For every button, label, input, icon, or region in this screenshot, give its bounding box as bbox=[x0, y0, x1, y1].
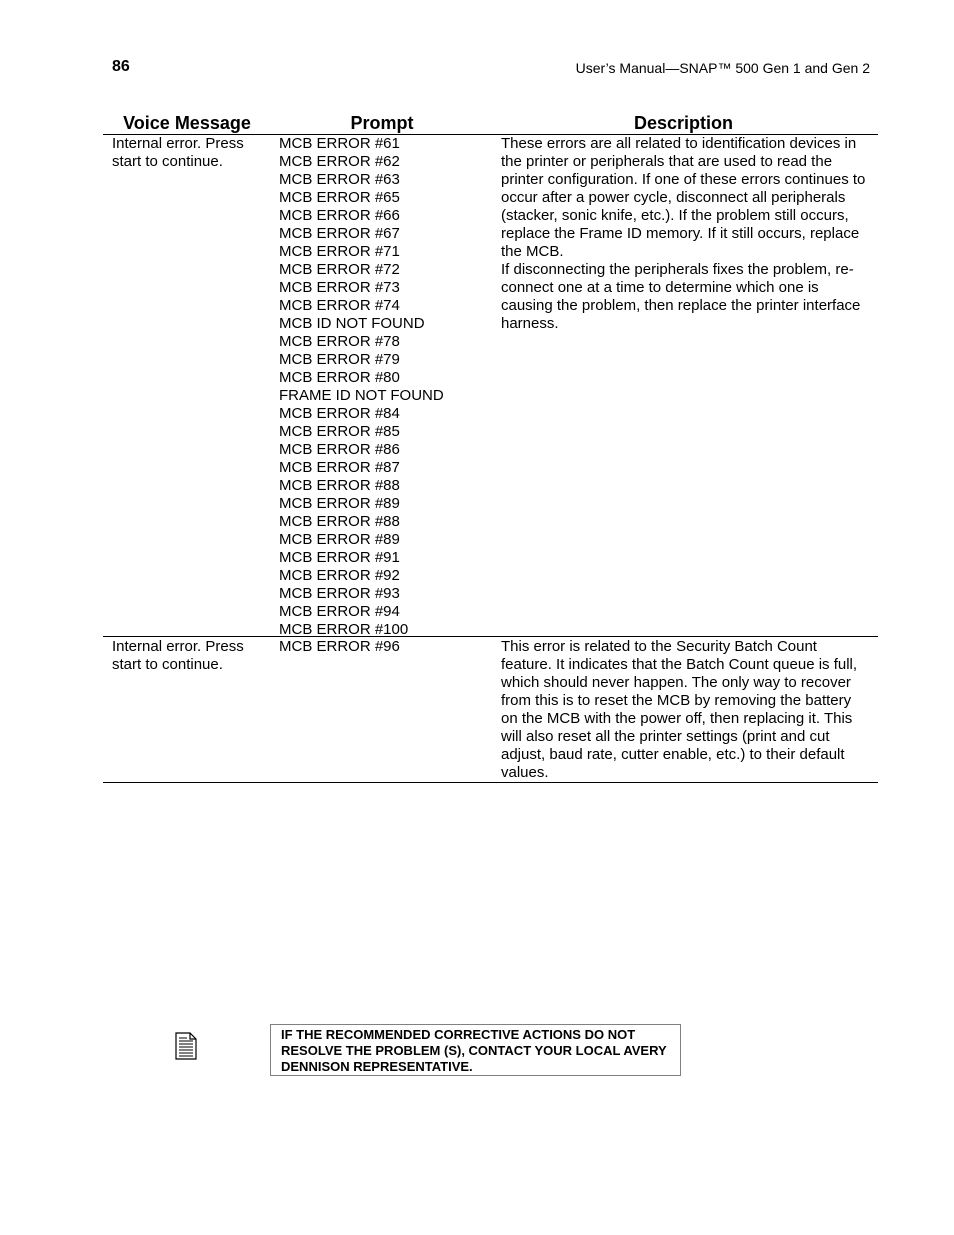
document-note-icon bbox=[175, 1032, 197, 1060]
prompt-line: MCB ERROR #92 bbox=[279, 567, 400, 584]
prompt-line: MCB ERROR #100 bbox=[279, 621, 409, 638]
prompt-line: MCB ERROR #80 bbox=[279, 369, 400, 386]
table-row bbox=[103, 637, 878, 783]
prompt-line: MCB ERROR #61 bbox=[279, 135, 400, 152]
voice-message-cell: Internal error. Press start to continue. bbox=[112, 638, 244, 673]
prompt-line: MCB ERROR #93 bbox=[279, 585, 400, 602]
prompt-line: MCB ERROR #96 bbox=[279, 638, 400, 655]
prompt-line: MCB ERROR #94 bbox=[279, 603, 400, 620]
prompt-line: FRAME ID NOT FOUND bbox=[279, 387, 444, 404]
running-header: User’s Manual—SNAP™ 500 Gen 1 and Gen 2 bbox=[575, 60, 870, 76]
prompt-line: MCB ERROR #78 bbox=[279, 333, 400, 350]
prompt-line: MCB ERROR #66 bbox=[279, 207, 400, 224]
voice-message-cell: Internal error. Press start to continue. bbox=[112, 135, 244, 170]
prompt-cell bbox=[270, 637, 491, 782]
column-header-voice-message: Voice Message bbox=[123, 113, 251, 133]
table-header bbox=[103, 112, 878, 135]
prompt-line: MCB ERROR #91 bbox=[279, 549, 400, 566]
prompt-line: MCB ERROR #74 bbox=[279, 297, 400, 314]
prompt-line: MCB ERROR #85 bbox=[279, 423, 400, 440]
prompt-line: MCB ERROR #63 bbox=[279, 171, 400, 188]
description-paragraph: If disconnecting the peripherals fixes the problem, re-connect one at a time to determine which one is causing the problem, then replace the printer interface harness. bbox=[501, 261, 861, 332]
prompt-line: MCB ERROR #65 bbox=[279, 189, 400, 206]
prompt-line: MCB ERROR #86 bbox=[279, 441, 400, 458]
column-header-prompt: Prompt bbox=[350, 113, 414, 133]
column-header-description: Description bbox=[633, 113, 734, 133]
prompt-line: MCB ERROR #71 bbox=[279, 243, 400, 260]
prompt-line: MCB ERROR #79 bbox=[279, 351, 400, 368]
prompt-line: MCB ID NOT FOUND bbox=[279, 315, 425, 332]
prompt-line: MCB ERROR #84 bbox=[279, 405, 400, 422]
prompt-line: MCB ERROR #67 bbox=[279, 225, 400, 242]
page-number: 86 bbox=[112, 58, 130, 75]
description-cell bbox=[491, 637, 878, 782]
prompt-line: MCB ERROR #89 bbox=[279, 531, 400, 548]
description-cell bbox=[491, 135, 878, 636]
prompt-line: MCB ERROR #73 bbox=[279, 279, 400, 296]
table-row bbox=[103, 135, 878, 637]
prompt-line: MCB ERROR #72 bbox=[279, 261, 400, 278]
prompt-line: MCB ERROR #88 bbox=[279, 513, 400, 530]
note-box: IF THE RECOMMENDED CORRECTIVE ACTIONS DO NOT RESOLVE THE PROBLEM (S), CONTACT YOUR LOCAL AVERY DENNISON REPRESENTATIVE. bbox=[270, 1024, 681, 1076]
error-table bbox=[103, 112, 878, 783]
prompt-line: MCB ERROR #88 bbox=[279, 477, 400, 494]
prompt-line: MCB ERROR #89 bbox=[279, 495, 400, 512]
prompt-line: MCB ERROR #62 bbox=[279, 153, 400, 170]
description-paragraph: These errors are all related to identification devices in the printer or peripherals that are used to read the printer configuration. If one of these errors continues to occur after a power cycle, disconnect all peripherals (stacker, sonic knife, etc.). If the problem still occurs, replace the Frame ID memory. If it still occurs, replace the MCB. bbox=[501, 135, 866, 260]
prompt-cell bbox=[270, 135, 491, 636]
prompt-line: MCB ERROR #87 bbox=[279, 459, 400, 476]
description-paragraph: This error is related to the Security Batch Count feature. It indicates that the Batch Count queue is full, which should never happen. The only way to recover from this is to reset the MCB by removing the battery on the MCB with the power off, then replacing it. This will also reset all the printer settings (print and cut adjust, baud rate, cutter enable, etc.) to their default values. bbox=[501, 638, 858, 781]
